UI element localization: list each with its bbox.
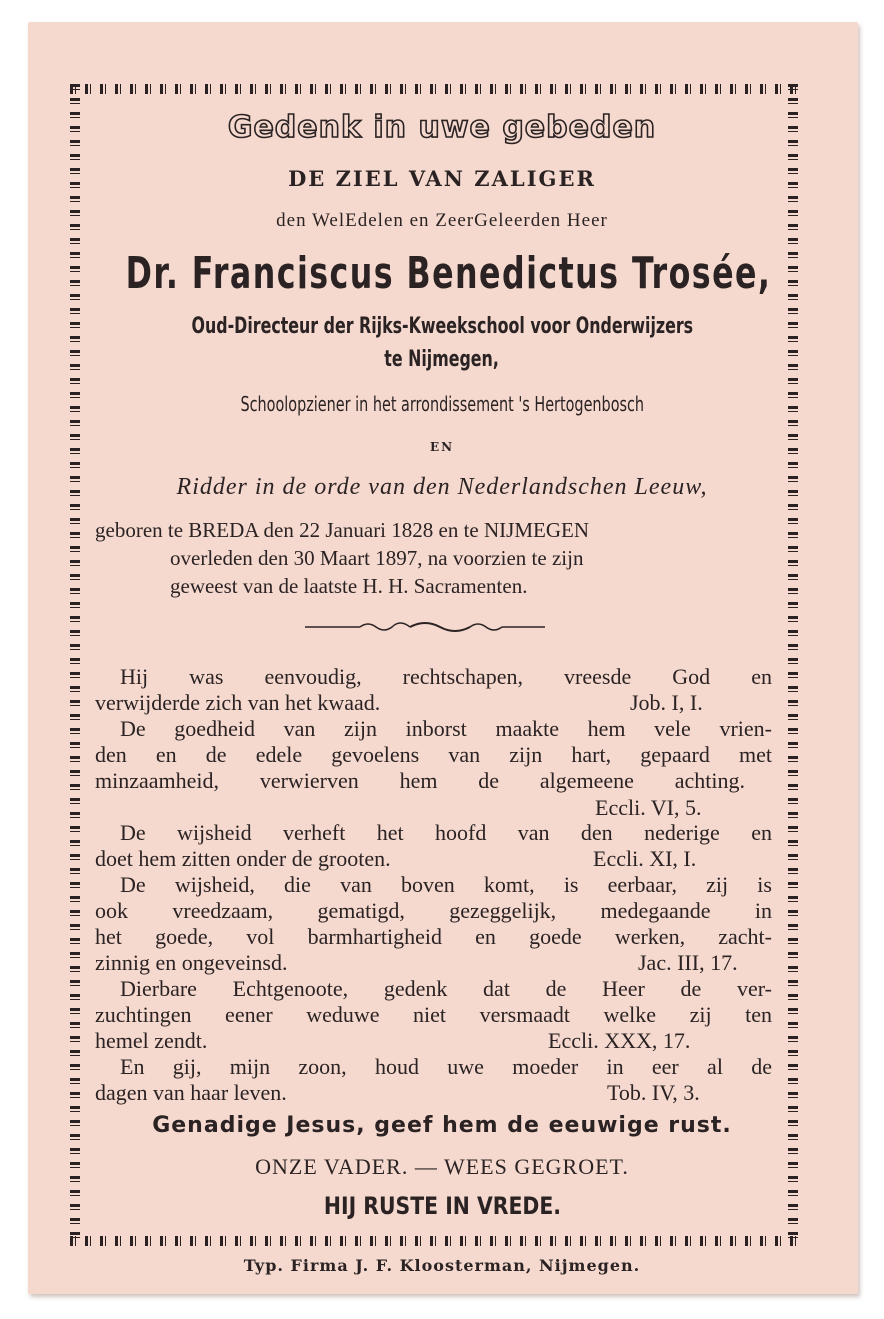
deceased-name: Dr. Franciscus Benedictus Trosée, [125, 248, 772, 299]
honorific: den WelEdelen en ZeerGeleerden Heer [276, 210, 608, 231]
verse-line: zuchtingen eener weduwe niet versmaadt welke zij ten [95, 1002, 772, 1027]
title-line3-wrap [0, 392, 884, 416]
verse-line: En gij, mijn zoon, houd uwe moeder in eer al de [120, 1054, 772, 1079]
verse-line: Hij was eenvoudig, rechtschapen, vreesde God en [120, 664, 772, 689]
title-line3: Schoolopziener in het arrondissement 's Hertogenbosch [240, 392, 644, 416]
verse-line: De wijsheid verheft het hoofd van den nederige en [120, 820, 772, 845]
prayer-line: Genadige Jesus, geef hem de eeuwige rust. [152, 1113, 732, 1138]
border-top [70, 84, 798, 94]
title-line2-wrap [0, 347, 884, 372]
verse-line: verwijderde zich van het kwaad. [95, 690, 381, 715]
prayers-line: ONZE VADER. — WEES GEGROET. [255, 1154, 629, 1179]
verse-line: doet hem zitten onder de grooten. [95, 846, 391, 871]
verse-line: De goedheid van zijn inborst maakte hem vele vrien- [120, 716, 772, 741]
verse-line: zinnig en ongeveinsd. [95, 950, 288, 975]
border-bottom [70, 1236, 798, 1246]
closing-line: HIJ RUSTE IN VREDE. [323, 1192, 561, 1220]
verse-line: dagen van haar leven. [95, 1080, 287, 1105]
heading: Gedenk in uwe gebeden [227, 110, 657, 145]
title-line1-wrap [0, 314, 884, 339]
birth-line3: geweest van de laatste H. H. Sacramenten. [170, 574, 528, 598]
verse-line: hemel zendt. [95, 1028, 208, 1053]
verse-line: Dierbare Echtgenoote, gedenk dat de Heer de ver- [120, 976, 772, 1001]
scripture-ref: Eccli. XI, I. [593, 846, 697, 871]
subheading: DE ZIEL VAN ZALIGER [288, 166, 596, 191]
verse-line: den en de edele gevoelens van zijn hart, gepaard met [95, 742, 772, 767]
scripture-ref: Tob. IV, 3. [607, 1080, 700, 1105]
printer-imprint: Typ. Firma J. F. Kloosterman, Nijmegen. [243, 1256, 641, 1275]
scripture-ref: Eccli. VI, 5. [595, 795, 702, 820]
flourish-ornament [300, 616, 550, 638]
title-line1: Oud-Directeur der Rijks-Kweekschool voor Onderwijzers [191, 314, 693, 339]
scripture-ref: Eccli. XXX, 17. [548, 1028, 691, 1053]
title-line2: te Nijmegen, [384, 347, 500, 372]
conjunction: EN [429, 440, 455, 454]
name-wrap [0, 248, 884, 299]
birth-line1: geboren te BREDA den 22 Januari 1828 en te NIJMEGEN [95, 518, 589, 542]
scripture-ref: Job. I, I. [630, 690, 703, 715]
verse-line: ook vreedzaam, gematigd, gezeggelijk, medegaande in [95, 898, 772, 923]
verse-line: minzaamheid, verwierven hem de algemeene achting. [95, 768, 745, 793]
order-line: Ridder in de orde van den Nederlandschen Leeuw, [176, 474, 708, 500]
closing-wrap [0, 1192, 884, 1220]
verse-line: De wijsheid, die van boven komt, is eerbaar, zij is [120, 872, 772, 897]
scripture-ref: Jac. III, 17. [638, 950, 738, 975]
verse-line: het goede, vol barmhartigheid en goede werken, zacht- [95, 924, 772, 949]
birth-line2: overleden den 30 Maart 1897, na voorzien te zijn [170, 546, 584, 570]
